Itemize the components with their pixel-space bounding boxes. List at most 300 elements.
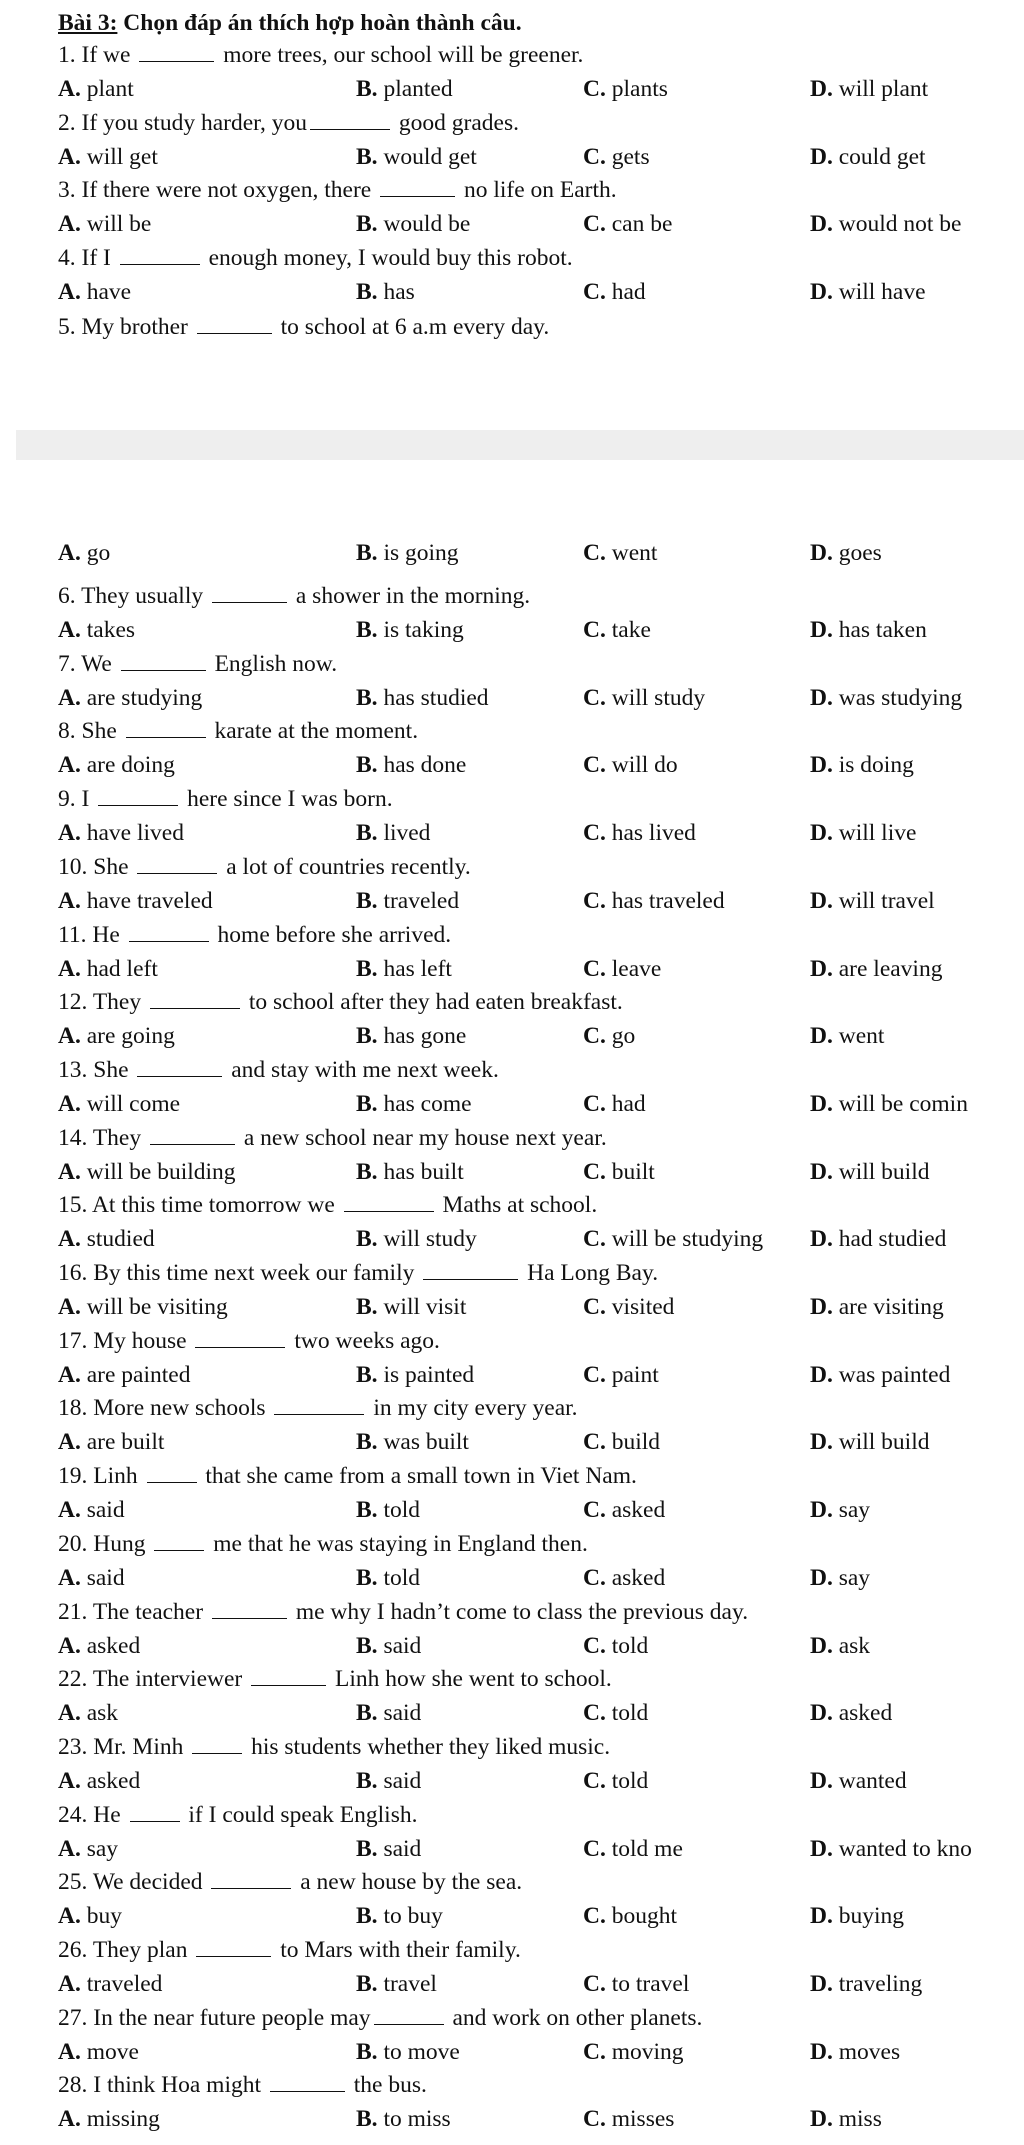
question-25 (58, 1867, 522, 1899)
option-c[interactable] (583, 209, 672, 241)
option-c[interactable] (583, 2104, 674, 2136)
option-a[interactable] (58, 1427, 164, 1459)
question-text-before: They (87, 989, 147, 1016)
option-a[interactable] (58, 954, 158, 986)
option-b[interactable] (356, 1563, 420, 1595)
option-letter: D. (810, 2106, 833, 2133)
option-letter: A. (58, 1090, 81, 1117)
option-a[interactable] (58, 1089, 180, 1121)
option-letter: C. (583, 1158, 606, 1185)
option-d[interactable] (810, 1766, 907, 1798)
option-b[interactable] (356, 750, 466, 782)
option-letter: B. (356, 752, 378, 779)
option-d[interactable] (810, 1157, 929, 1189)
question-text-after: Linh how she went to school. (329, 1666, 612, 1693)
option-letter: A. (58, 2038, 81, 2065)
question-number: 12. (58, 989, 88, 1016)
option-d[interactable] (810, 1834, 972, 1866)
question-26 (58, 1935, 521, 1967)
option-text: will study (605, 684, 706, 711)
option-a[interactable] (58, 683, 202, 715)
option-text: will build (832, 1158, 930, 1185)
option-letter: B. (356, 955, 378, 982)
option-d[interactable] (810, 954, 942, 986)
option-letter: D. (810, 540, 833, 566)
question-text-before: If there were not oxygen, there (75, 177, 378, 204)
option-letter: C. (583, 820, 606, 847)
option-c[interactable] (583, 1969, 689, 2001)
question-4 (58, 243, 573, 275)
answer-blank[interactable] (344, 1193, 434, 1212)
answer-blank[interactable] (129, 923, 209, 942)
option-letter: B. (356, 279, 378, 306)
option-text: has gone (377, 1023, 467, 1050)
option-letter: B. (356, 143, 378, 170)
option-d[interactable] (810, 2104, 882, 2136)
answer-blank[interactable] (150, 1126, 235, 1145)
option-text: are visiting (832, 1294, 944, 1320)
answer-blank[interactable] (126, 719, 206, 738)
option-c[interactable] (583, 1089, 646, 1121)
option-a[interactable] (58, 538, 110, 570)
question-11 (58, 920, 451, 952)
option-c[interactable] (583, 142, 650, 174)
option-text: can be (605, 211, 673, 238)
option-letter: A. (58, 1429, 81, 1456)
option-text: gets (605, 143, 650, 170)
option-text: to buy (377, 1903, 443, 1930)
option-text: has (377, 279, 415, 306)
option-text: said (80, 1564, 125, 1591)
option-letter: C. (583, 279, 606, 306)
question-text-before: He (86, 921, 126, 948)
option-letter: A. (58, 279, 81, 306)
option-d[interactable] (810, 142, 926, 174)
option-text: told me (605, 1835, 683, 1862)
option-text: built (605, 1158, 655, 1185)
option-d[interactable] (810, 1224, 946, 1256)
answer-blank[interactable] (212, 584, 287, 603)
answer-blank[interactable] (120, 246, 200, 265)
option-d[interactable] (810, 538, 882, 570)
question-text-after: karate at the moment. (208, 718, 419, 745)
option-b[interactable] (356, 1834, 421, 1866)
question-2 (58, 108, 519, 140)
option-d[interactable] (810, 1089, 968, 1121)
option-letter: D. (810, 1903, 833, 1930)
option-letter: B. (356, 1158, 378, 1185)
option-text: will do (605, 752, 678, 779)
option-a[interactable] (58, 74, 134, 106)
option-text: miss (832, 2106, 882, 2133)
option-d[interactable] (810, 750, 914, 782)
option-c[interactable] (583, 1766, 648, 1798)
option-letter: A. (58, 684, 81, 711)
option-b[interactable] (356, 1224, 477, 1256)
option-letter: D. (810, 1429, 833, 1456)
answer-blank[interactable] (423, 1261, 518, 1280)
option-a[interactable] (58, 1698, 118, 1730)
question-22 (58, 1664, 612, 1696)
option-text: has lived (605, 820, 696, 847)
option-b[interactable] (356, 1901, 443, 1933)
option-b[interactable] (356, 277, 415, 309)
question-number: 6. (58, 583, 76, 609)
option-c[interactable] (583, 538, 657, 570)
option-letter: B. (356, 1294, 378, 1320)
option-text: plants (605, 76, 668, 102)
option-c[interactable] (583, 277, 646, 309)
option-letter: D. (810, 752, 833, 779)
option-d[interactable] (810, 1901, 904, 1933)
question-text-before: Mr. Minh (87, 1733, 190, 1760)
option-letter: B. (356, 1767, 378, 1794)
option-letter: D. (810, 1497, 833, 1524)
option-d[interactable] (810, 683, 962, 715)
question-text-before: We decided (87, 1869, 209, 1896)
option-b[interactable] (356, 1021, 466, 1053)
question-text-after: no life on Earth. (458, 177, 617, 204)
question-text-after: if I could speak English. (182, 1801, 418, 1828)
option-c[interactable] (583, 1224, 763, 1256)
question-text-before: He (87, 1801, 127, 1828)
option-d[interactable] (810, 1969, 922, 2001)
option-b[interactable] (356, 615, 464, 647)
answer-blank[interactable] (192, 1735, 242, 1754)
question-number: 2. (58, 109, 76, 136)
question-number: 16. (58, 1260, 88, 1286)
option-d[interactable] (810, 1021, 884, 1053)
question-text-before: They plan (87, 1937, 194, 1963)
option-letter: C. (583, 2106, 606, 2133)
question-number: 24. (58, 1801, 88, 1828)
option-text: said (377, 1767, 422, 1794)
option-text: moves (832, 2038, 901, 2065)
option-b[interactable] (356, 142, 477, 174)
option-b[interactable] (356, 886, 459, 918)
option-c[interactable] (583, 954, 661, 986)
question-number: 7. (58, 650, 76, 677)
answer-blank[interactable] (130, 1803, 180, 1822)
option-b[interactable] (356, 1157, 464, 1189)
option-text: wanted (832, 1767, 907, 1794)
answer-blank[interactable] (251, 1667, 326, 1686)
answer-blank[interactable] (139, 43, 214, 62)
option-letter: A. (58, 1226, 81, 1253)
option-c[interactable] (583, 1698, 648, 1730)
question-23 (58, 1732, 610, 1764)
option-d[interactable] (810, 74, 928, 106)
question-text-after: a new house by the sea. (294, 1869, 523, 1896)
option-text: ask (80, 1700, 119, 1727)
option-text: is doing (832, 752, 914, 779)
option-text: wanted to kno (832, 1835, 972, 1862)
answer-blank[interactable] (374, 2006, 444, 2025)
answer-blank[interactable] (197, 315, 272, 334)
option-d[interactable] (810, 1427, 929, 1459)
question-20 (58, 1529, 588, 1561)
option-c[interactable] (583, 1021, 635, 1053)
option-text: planted (377, 76, 453, 102)
option-b[interactable] (356, 1969, 437, 2001)
page-separator (16, 430, 1024, 460)
option-a[interactable] (58, 1901, 122, 1933)
option-letter: C. (583, 1226, 606, 1253)
answer-blank[interactable] (196, 1938, 271, 1957)
answer-blank[interactable] (150, 990, 240, 1009)
option-b[interactable] (356, 683, 489, 715)
option-d[interactable] (810, 818, 916, 850)
question-text-before: My house (87, 1327, 193, 1354)
question-text-after: home before she arrived. (211, 921, 452, 948)
option-letter: C. (583, 211, 606, 238)
question-number: 1. (58, 42, 76, 68)
option-text: has traveled (605, 887, 725, 914)
option-a[interactable] (58, 818, 184, 850)
option-c[interactable] (583, 1292, 674, 1324)
exercise-title (58, 8, 522, 40)
option-letter: D. (810, 1361, 833, 1388)
answer-blank[interactable] (274, 1396, 364, 1415)
option-text: said (80, 1497, 125, 1524)
option-letter: D. (810, 1632, 833, 1659)
option-b[interactable] (356, 818, 430, 850)
option-c[interactable] (583, 1901, 677, 1933)
option-letter: A. (58, 1835, 81, 1862)
option-d[interactable] (810, 615, 927, 647)
option-d[interactable] (810, 886, 935, 918)
option-b[interactable] (356, 2037, 460, 2069)
option-b[interactable] (356, 1089, 472, 1121)
option-letter: A. (58, 887, 81, 914)
option-letter: B. (356, 1361, 378, 1388)
question-27 (58, 2003, 702, 2035)
option-a[interactable] (58, 615, 135, 647)
exercise-instruction: Chọn đáp án thích hợp hoàn thành câu. (117, 10, 522, 36)
option-letter: D. (810, 1835, 833, 1862)
option-text: could get (832, 143, 926, 170)
option-c[interactable] (583, 74, 668, 106)
question-text-before: We (75, 650, 118, 677)
option-text: has built (377, 1158, 464, 1185)
answer-blank[interactable] (211, 1870, 291, 1889)
question-number: 19. (58, 1463, 88, 1490)
answer-blank[interactable] (98, 787, 178, 806)
option-b[interactable] (356, 1495, 420, 1527)
option-text: is taking (377, 617, 464, 643)
question-text-after: a lot of countries recently. (220, 853, 471, 880)
option-c[interactable] (583, 1631, 648, 1663)
question-text-before: They usually (75, 583, 209, 609)
option-a[interactable] (58, 1834, 118, 1866)
question-number: 26. (58, 1937, 88, 1963)
option-d[interactable] (810, 1495, 870, 1527)
option-letter: B. (356, 1700, 378, 1727)
option-letter: C. (583, 76, 606, 102)
option-text: have traveled (80, 887, 213, 914)
question-text-after: Ha Long Bay. (521, 1260, 659, 1286)
question-28 (58, 2070, 427, 2102)
option-b[interactable] (356, 209, 470, 241)
question-24 (58, 1800, 418, 1832)
option-a[interactable] (58, 1157, 236, 1189)
option-c[interactable] (583, 818, 696, 850)
option-letter: D. (810, 1090, 833, 1117)
option-text: will visit (377, 1294, 467, 1320)
option-letter: C. (583, 955, 606, 982)
option-letter: C. (583, 1429, 606, 1456)
answer-blank[interactable] (310, 111, 390, 130)
option-c[interactable] (583, 1495, 665, 1527)
question-16 (58, 1258, 658, 1290)
question-text-before: Hung (87, 1530, 152, 1557)
option-b[interactable] (356, 1427, 469, 1459)
question-text-after: a shower in the morning. (290, 583, 531, 609)
answer-blank[interactable] (137, 855, 217, 874)
answer-blank[interactable] (380, 178, 455, 197)
option-text: have (80, 279, 132, 306)
option-letter: A. (58, 1497, 81, 1524)
option-text: are studying (80, 684, 203, 711)
answer-blank[interactable] (212, 1600, 287, 1619)
option-a[interactable] (58, 277, 131, 309)
option-b[interactable] (356, 1292, 466, 1324)
option-b[interactable] (356, 2104, 451, 2136)
option-a[interactable] (58, 1631, 140, 1663)
option-a[interactable] (58, 1495, 125, 1527)
option-letter: D. (810, 684, 833, 711)
option-c[interactable] (583, 1157, 655, 1189)
option-c[interactable] (583, 1427, 660, 1459)
option-a[interactable] (58, 2037, 139, 2069)
question-text-after: to Mars with their family. (274, 1937, 521, 1963)
option-letter: D. (810, 76, 833, 102)
option-d[interactable] (810, 209, 961, 241)
question-text-before: More new schools (87, 1395, 272, 1422)
option-text: asked (80, 1632, 141, 1659)
option-text: build (605, 1429, 661, 1456)
option-letter: A. (58, 76, 81, 102)
option-letter: C. (583, 684, 606, 711)
option-a[interactable] (58, 750, 175, 782)
option-letter: B. (356, 1971, 378, 1997)
option-b[interactable] (356, 74, 453, 106)
option-b[interactable] (356, 1360, 474, 1392)
option-d[interactable] (810, 1698, 892, 1730)
answer-blank[interactable] (154, 1532, 204, 1551)
option-letter: B. (356, 1903, 378, 1930)
option-a[interactable] (58, 1360, 190, 1392)
option-letter: A. (58, 752, 81, 779)
option-text: would get (377, 143, 477, 170)
option-letter: D. (810, 211, 833, 238)
option-letter: C. (583, 1835, 606, 1862)
option-d[interactable] (810, 1292, 944, 1324)
option-c[interactable] (583, 1360, 659, 1392)
option-c[interactable] (583, 615, 651, 647)
option-text: visited (605, 1294, 675, 1320)
question-number: 9. (58, 786, 76, 813)
option-text: told (377, 1497, 420, 1524)
question-text-before: Linh (87, 1463, 144, 1490)
option-c[interactable] (583, 886, 725, 918)
option-a[interactable] (58, 1766, 140, 1798)
option-letter: B. (356, 1090, 378, 1117)
answer-blank[interactable] (195, 1329, 285, 1348)
option-a[interactable] (58, 886, 213, 918)
option-text: will travel (832, 887, 935, 914)
option-text: was painted (832, 1361, 951, 1388)
option-letter: C. (583, 1090, 606, 1117)
question-number: 28. (58, 2072, 88, 2099)
option-letter: B. (356, 1497, 378, 1524)
option-letter: C. (583, 2038, 606, 2065)
option-letter: B. (356, 1429, 378, 1456)
option-c[interactable] (583, 1834, 683, 1866)
option-b[interactable] (356, 1766, 421, 1798)
option-a[interactable] (58, 2104, 160, 2136)
option-text: missing (80, 2106, 160, 2133)
option-d[interactable] (810, 277, 926, 309)
option-a[interactable] (58, 209, 151, 241)
option-letter: C. (583, 1971, 606, 1997)
option-a[interactable] (58, 1563, 125, 1595)
question-5 (58, 312, 549, 344)
answer-blank[interactable] (270, 2073, 345, 2092)
option-letter: D. (810, 143, 833, 170)
question-number: 18. (58, 1395, 88, 1422)
question-number: 3. (58, 177, 76, 204)
option-d[interactable] (810, 2037, 900, 2069)
question-number: 8. (58, 718, 76, 745)
option-b[interactable] (356, 1631, 421, 1663)
answer-blank[interactable] (121, 652, 206, 671)
question-number: 5. (58, 314, 76, 340)
option-a[interactable] (58, 1292, 228, 1324)
option-letter: A. (58, 1971, 81, 1997)
option-b[interactable] (356, 954, 452, 986)
option-letter: B. (356, 887, 378, 914)
option-c[interactable] (583, 683, 705, 715)
question-text-after: and stay with me next week. (225, 1056, 499, 1083)
option-a[interactable] (58, 1969, 162, 2001)
answer-blank[interactable] (137, 1058, 222, 1077)
question-text-after: Maths at school. (436, 1192, 598, 1219)
answer-blank[interactable] (147, 1464, 197, 1483)
option-a[interactable] (58, 1224, 155, 1256)
option-c[interactable] (583, 1563, 665, 1595)
option-letter: C. (583, 1564, 606, 1591)
option-c[interactable] (583, 2037, 684, 2069)
option-letter: B. (356, 684, 378, 711)
question-text-before: By this time next week our family (87, 1260, 421, 1286)
option-letter: C. (583, 1903, 606, 1930)
option-b[interactable] (356, 538, 459, 570)
option-b[interactable] (356, 1698, 421, 1730)
option-text: say (80, 1835, 119, 1862)
question-text-after: me why I hadn’t come to class the previous day. (289, 1598, 749, 1625)
option-d[interactable] (810, 1360, 950, 1392)
option-c[interactable] (583, 750, 678, 782)
option-text: are built (80, 1429, 165, 1456)
option-d[interactable] (810, 1563, 870, 1595)
option-a[interactable] (58, 142, 158, 174)
question-number: 10. (58, 853, 88, 880)
option-d[interactable] (810, 1631, 870, 1663)
question-3 (58, 175, 617, 207)
option-text: was studying (832, 684, 963, 711)
option-a[interactable] (58, 1021, 175, 1053)
